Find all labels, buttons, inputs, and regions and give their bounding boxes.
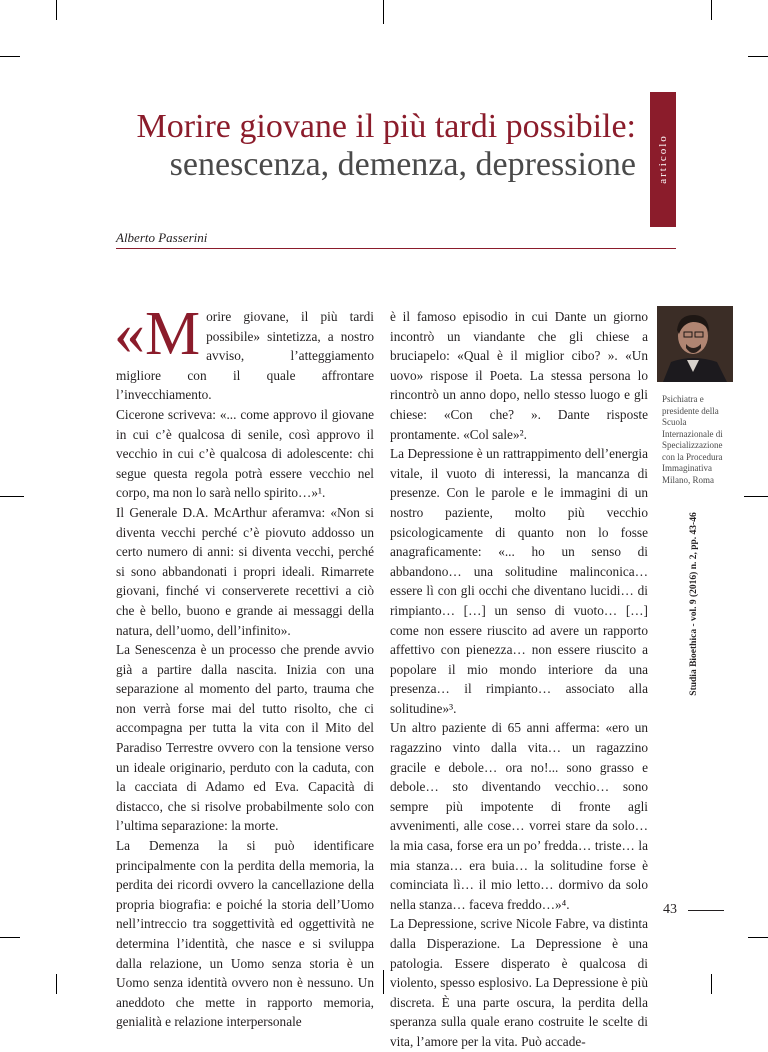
drop-cap: «M	[114, 300, 201, 368]
title-highlight: Morire giovane il più tardi possibile:	[136, 108, 636, 145]
author-rule	[116, 248, 676, 249]
page-number-rule	[688, 910, 724, 911]
crop-mark	[711, 974, 712, 994]
page-number: 43	[663, 902, 677, 917]
crop-mark	[748, 937, 768, 938]
crop-mark	[748, 56, 768, 57]
text-column-1	[114, 300, 374, 1032]
author-bio: Psichiatra e presidente della Scuola Internazionale di Specializzazione con la Procedura Immaginativa Milano, Roma	[662, 394, 723, 485]
registration-mark	[744, 496, 768, 497]
paragraph: Un altro paziente di 65 anni afferma: «ero un ragazzino vinto dalla vita… un ragazzino gracile e debole… ora no!... sono grasso e debole… sto diventando vecchio… sono sempre più impotente di fronte agli avvenimenti, alle cose… vorrei stare da solo… la mia casa, forse era un po’ fredda… triste… la mia stanza… era buia… la solitudine forse è cominciata lì… il mio letto… dormivo da solo nella stanza… faceva freddo…»⁴.	[390, 720, 648, 912]
paragraph: La Senescenza è un processo che prende avvio già a partire dalla nascita. Inizia con una separazione al momento del parto, trauma che non verrà forse mai del tutto risolto, che ci accompagna per tutta la vita con il Mito del Paradiso Terrestre ovvero con la tensione verso un ideale originario, perduto con la caduta, con la cacciata di Adamo ed Eva. Capacità di distacco, che si risolve probabilmente solo con l’ultima separazione: la morte.	[116, 642, 374, 834]
author-photo	[657, 306, 733, 382]
crop-mark	[56, 0, 57, 20]
paragraph: Cicerone scriveva: «... come approvo il giovane in cui c’è qualcosa di senile, così approvo il vecchio in cui c’è qualcosa di adolescente: chi segue questa regola potrà essere vecchio nel corpo, ma non lo sarà nello spirito…»¹.	[116, 406, 374, 501]
registration-mark	[383, 0, 384, 24]
paragraph: è il famoso episodio in cui Dante un giorno incontrò un viandante che gli chiese a bruciapelo: «Qual è il miglior cibo? ». «Un uovo» rispose il Poeta. La stessa persona lo rincontrò un anno dopo, nello stesso luogo e gli chiese: «Con che? ». Dante risposte prontamente. «Col sale»².	[390, 309, 648, 442]
crop-mark	[711, 0, 712, 20]
registration-mark	[383, 970, 384, 994]
crop-mark	[56, 974, 57, 994]
journal-citation: Studia Bioethica - vol. 9 (2016) n. 2, pp. 43-46	[689, 512, 699, 696]
crop-mark	[0, 937, 20, 938]
paragraph	[114, 300, 374, 405]
band-rule	[650, 226, 676, 227]
paragraph-text: orire giovane, il più tardi possibile» sintetizza, a nostro avviso, l’atteggiamento migliore con il quale affrontare l’invecchiamento.	[116, 309, 374, 403]
article-title	[0, 108, 636, 184]
crop-mark	[0, 56, 20, 57]
text-column-2	[390, 307, 648, 1052]
title-rest: senescenza, demenza, depressione	[169, 146, 636, 183]
portrait-image	[657, 306, 733, 382]
paragraph: Il Generale D.A. McArthur aferamva: «Non si diventa vecchi perché c’è piovuto addosso un certo numero di anni: si diventa vecchi, perché si sono abbandonati i propri ideali. Rimarrete giovani, finché vi conserverete recettivi a ciò che è bello, buono e grande ai messaggi della natura, dell’uomo, dell’infinito».	[116, 504, 374, 638]
section-label: articolo	[657, 134, 669, 184]
paragraph: La Depressione è un rattrappimento dell’energia vitale, il vuoto di interessi, la mancanza di presenze. Con le parole e le immagini di un nostro paziente, molto più vecchio psicologicamente di quanto non lo fosse anagraficamente: «... ho un senso di abbandono… una solitudine malinconica… essere lì con gli occhi che diventano lucidi… di rimpianto… […] un senso di vuoto… […] come non essere riuscito ad avere un rapporto affettivo con pienezza… non essere riuscito a popolare il mio mondo interiore da una presenza… il rimpianto… associato alla solitudine»³.	[390, 446, 648, 716]
registration-mark	[0, 496, 24, 497]
paragraph: La Demenza la si può identificare principalmente con la perdita della memoria, la perdita dei ricordi ovvero la cancellazione della propria biografia: e poiché la storia dell’Uomo nell’intreccio tra soggettività ed oggettività ne determina l’identità, che nasce e si sviluppa dalla relazione, un Uomo senza storia è un Uomo senza identità ovvero non è nessuno. Un aneddoto che mette in rapporto memoria, genialità e relazione interpersonale	[116, 838, 374, 1030]
paragraph: La Depressione, scrive Nicole Fabre, va distinta dalla Disperazione. La Depressione è una patologia. Essere disperato è qualcosa di violento, spesso esplosivo. La Depressione è più discreta. È una parte oscura, la perdita della speranza sulla quale erano costruite le scelte di vita, l’amore per la vita. Può accade-	[390, 916, 648, 1049]
author-name: Alberto Passerini	[116, 230, 208, 245]
